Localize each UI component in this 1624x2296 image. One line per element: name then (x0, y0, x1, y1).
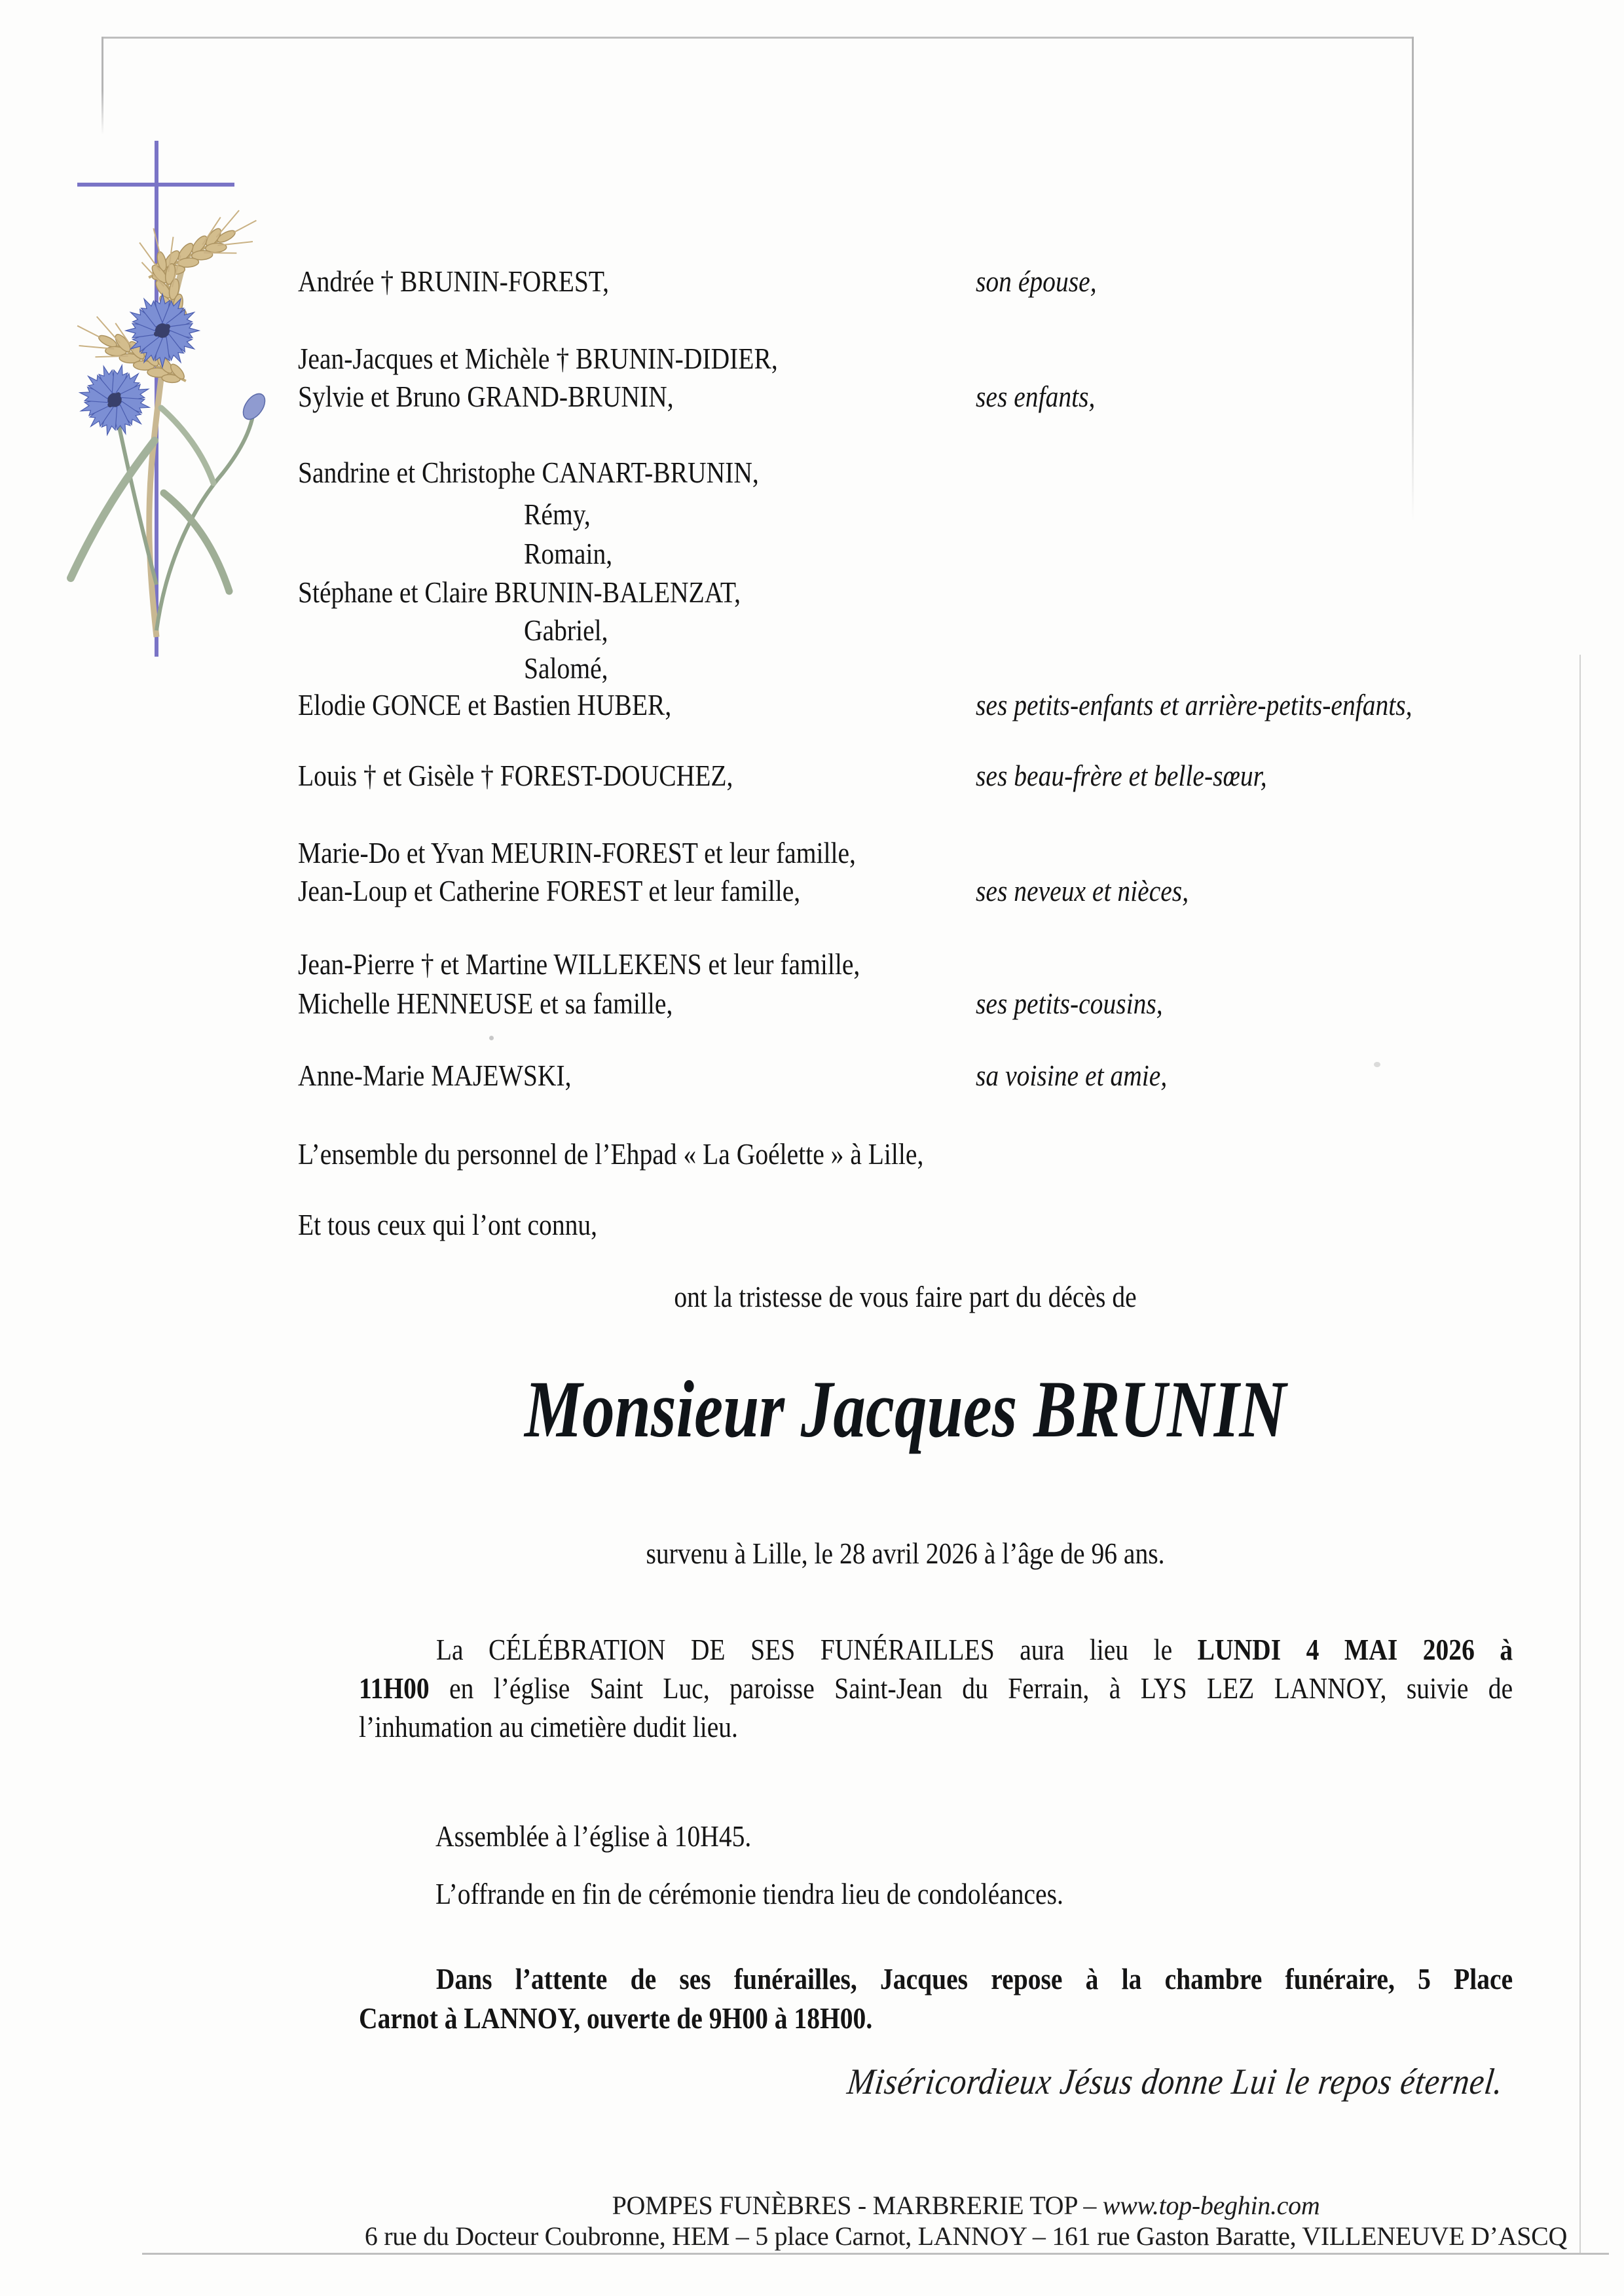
assembly-line: Assemblée à l’église à 10H45. (435, 1819, 752, 1853)
ceremony-text: La CÉLÉBRATION DE SES FUNÉRAILLES aura lieu le (435, 1633, 1198, 1666)
offering-line: L’offrande en fin de cérémonie tiendra lieu de condoléances. (435, 1877, 1063, 1910)
family-member-line: Salomé, (524, 651, 608, 685)
family-member-line: Elodie GONCE et Bastien HUBER, (298, 688, 672, 721)
family-member-line: Andrée † BRUNIN-FOREST, (298, 264, 610, 298)
scan-artifact (1374, 1062, 1380, 1067)
footer-website: www.top-beghin.com (1102, 2191, 1320, 2220)
relationship-label: ses neveux et nièces, (976, 874, 1189, 907)
family-member-line: Jean-Loup et Catherine FOREST et leur famille, (298, 874, 801, 907)
ceremony-date-bold: LUNDI 4 MAI 2026 à (1197, 1633, 1513, 1666)
deceased-name: Monsieur Jacques BRUNIN (524, 1364, 1287, 1454)
footer-company-line (308, 2190, 1624, 2221)
family-member-line: Gabriel, (524, 613, 608, 647)
family-member-line: Louis † et Gisèle † FOREST-DOUCHEZ, (298, 759, 733, 792)
ceremony-paragraph-line2 (359, 1671, 1513, 1706)
frame-left-line (101, 37, 103, 135)
family-member-line: Romain, (524, 537, 613, 570)
family-member-line: Jean-Jacques et Michèle † BRUNIN-DIDIER, (298, 342, 778, 375)
staff-line: L’ensemble du personnel de l’Ehpad « La Goélette » à Lille, (298, 1137, 924, 1171)
ceremony-time-bold: 11H00 (359, 1671, 430, 1705)
ceremony-text: en l’église Saint Luc, paroisse Saint-Jean du Ferrain, à LYS LEZ LANNOY, suivie de (429, 1671, 1513, 1705)
relationship-label: ses petits-enfants et arrière-petits-enfants, (976, 688, 1412, 721)
frame-bottom-line (142, 2253, 1609, 2255)
relationship-label: ses enfants, (976, 380, 1096, 413)
relationship-label: ses petits-cousins, (976, 987, 1163, 1020)
family-member-line: Sandrine et Christophe CANART-BRUNIN, (298, 456, 759, 489)
family-member-line: Sylvie et Bruno GRAND-BRUNIN, (298, 380, 674, 413)
frame-right-outer-line (1579, 655, 1581, 2254)
others-line: Et tous ceux qui l’ont connu, (298, 1208, 598, 1241)
footer-company: POMPES FUNÈBRES - MARBRERIE TOP – (612, 2191, 1103, 2220)
scan-artifact (489, 1036, 494, 1040)
family-member-line: Michelle HENNEUSE et sa famille, (298, 987, 673, 1020)
footer-addresses-line: 6 rue du Docteur Coubronne, HEM – 5 place Carnot, LANNOY – 161 rue Gaston Baratte, VILLENEUVE D’ASCQ (364, 2221, 1568, 2251)
relationship-label: ses beau-frère et belle-sœur, (976, 759, 1267, 792)
relationship-label: sa voisine et amie, (976, 1059, 1168, 1092)
family-member-line: Rémy, (524, 498, 591, 531)
family-member-line: Marie-Do et Yvan MEURIN-FOREST et leur famille, (298, 836, 856, 869)
cross-with-wheat-and-cornflowers-illustration (33, 126, 301, 676)
frame-right-inner-line (1412, 37, 1414, 521)
ceremony-paragraph-line3: l’inhumation au cimetière dudit lieu. (359, 1710, 738, 1743)
family-member-line: Anne-Marie MAJEWSKI, (298, 1059, 572, 1092)
epitaph-script-line: Miséricordieux Jésus donne Lui le repos éternel. (845, 2062, 1505, 2102)
repose-paragraph-line2: Carnot à LANNOY, ouverte de 9H00 à 18H00. (359, 2001, 873, 2035)
family-member-line: Stéphane et Claire BRUNIN-BALENZAT, (298, 575, 741, 609)
death-info: survenu à Lille, le 28 avril 2026 à l’âge de 96 ans. (646, 1537, 1165, 1570)
repose-paragraph-line1: Dans l’attente de ses funérailles, Jacques repose à la chambre funéraire, 5 Place (435, 1962, 1513, 1995)
ceremony-paragraph-line1 (359, 1633, 1513, 1667)
family-member-line: Jean-Pierre † et Martine WILLEKENS et leur famille, (298, 947, 860, 981)
announcement-intro: ont la tristesse de vous faire part du décès de (674, 1280, 1137, 1313)
frame-top-line (101, 37, 1414, 39)
relationship-label: son épouse, (976, 264, 1097, 298)
